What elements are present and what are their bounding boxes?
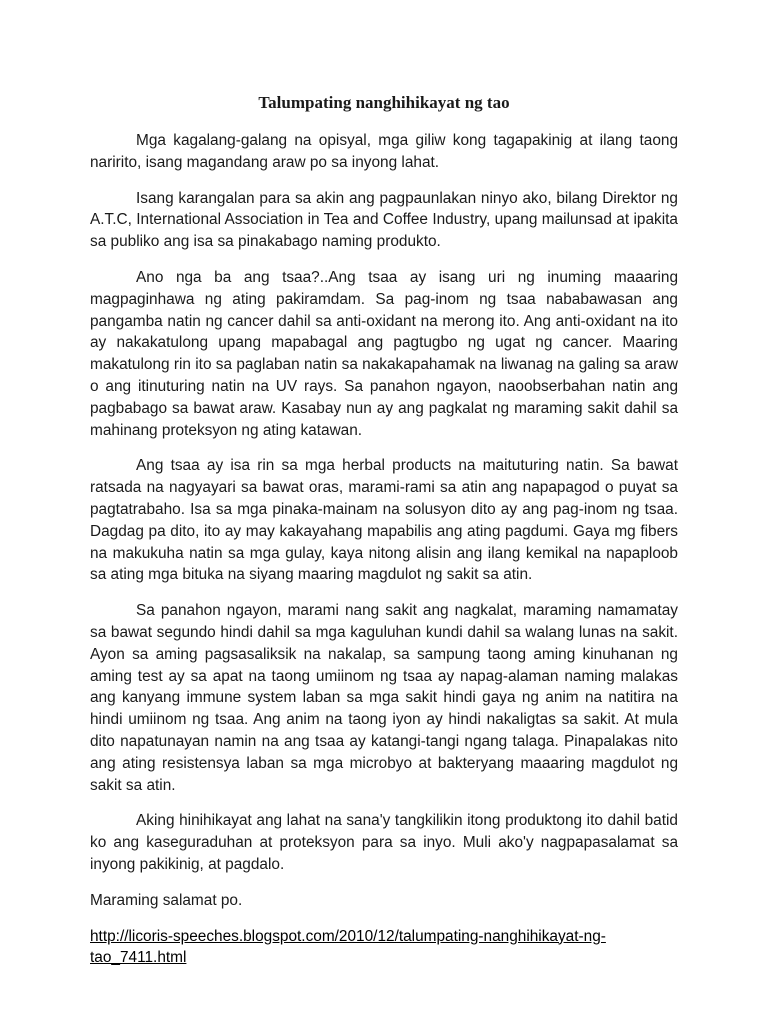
- paragraph-herbal-products: Ang tsaa ay isa rin sa mga herbal products na maituturing natin. Sa bawat ratsada na nagyayari sa bawat oras, marami-rami sa atin ang napapagod o puyat sa pagtatrabaho. Isa sa mga pinaka-mainam na solusyon dito ay ang pag-inom ng tsaa. Dagdag pa dito, ito ay may kakayahang mapabilis ang ating pagdumi. Gaya mg fibers na makukuha natin sa mga gulay, kaya nitong alisin ang ilang kemikal na napaploob sa ating mga bituka na siyang maaring magdulot ng sakit sa atin.: [90, 457, 678, 584]
- document-title: Talumpating nanghihikayat ng tao: [258, 93, 510, 112]
- paragraph-appeal: Aking hinihikayat ang lahat na sana'y tangkilikin itong produktong ito dahil batid ko ang kaseguraduhan at proteksyon para sa inyo. Muli ako'y nagpapasalamat sa inyong pakikinig, at pagdalo.: [90, 812, 678, 873]
- closing-line: Maraming salamat po.: [90, 891, 243, 909]
- paragraph-greeting: Mga kagalang-galang na opisyal, mga giliw kong tagapakinig at ilang taong naririto, isang magandang araw po sa inyong lahat.: [90, 132, 678, 171]
- paragraph-introduction: Isang karangalan para sa akin ang pagpaunlakan ninyo ako, bilang Direktor ng A.T.C, International Association in Tea and Coffee Industry, upang mailunsad at ipakita sa publiko ang isa sa pinakabago naming produkto.: [90, 189, 678, 251]
- paragraph-research: Sa panahon ngayon, marami nang sakit ang nagkalat, maraming namamatay sa bawat segundo hindi dahil sa mga kaguluhan kundi dahil sa walang lunas na sakit. Ayon sa aming pagsasaliksik na nakalap, sa sampung taong aming kinuhanan ng aming test ay sa apat na taong umiinom ng tsaa ay napag-alaman naming malakas ang kanyang immune system laban sa mga sakit hindi gaya ng anim na natitira na hindi umiinom ng tsaa. Ang anim na taong iyon ay hindi nakaligtas sa sakit. At mula dito napatunayan namin na ang tsaa ay katangi-tangi ngang talaga. Pinapalakas nito ang ating resistensya laban sa mga microbyo at bakteryang maaaring magdulot ng sakit sa atin.: [90, 602, 678, 794]
- source-link[interactable]: http://licoris-speeches.blogspot.com/2010/12/talumpating-nanghihikayat-ng-tao_7411.html: [90, 927, 606, 967]
- paragraph-what-is-tea: Ano nga ba ang tsaa?..Ang tsaa ay isang uri ng inuming maaaring magpaginhawa ng ating pakiramdam. Sa pag-inom ng tsaa nababawasan ang pangamba natin ng cancer dahil sa anti-oxidant na merong ito. Ang anti-oxidant na ito ay nakakatulong upang mapabagal ang pagtugbo ng ugat ng cancer. Maaring makatulong rin ito sa paglaban natin sa nakakapahamak na liwanag na galing sa araw o ang itinuturing natin na UV rays. Sa panahon ngayon, naoobserbahan natin ang pagbabago sa bawat araw. Kasabay nun ay ang pagkalat ng maraming sakit dahil sa mahinang proteksyon ng ating katawan.: [90, 268, 678, 439]
